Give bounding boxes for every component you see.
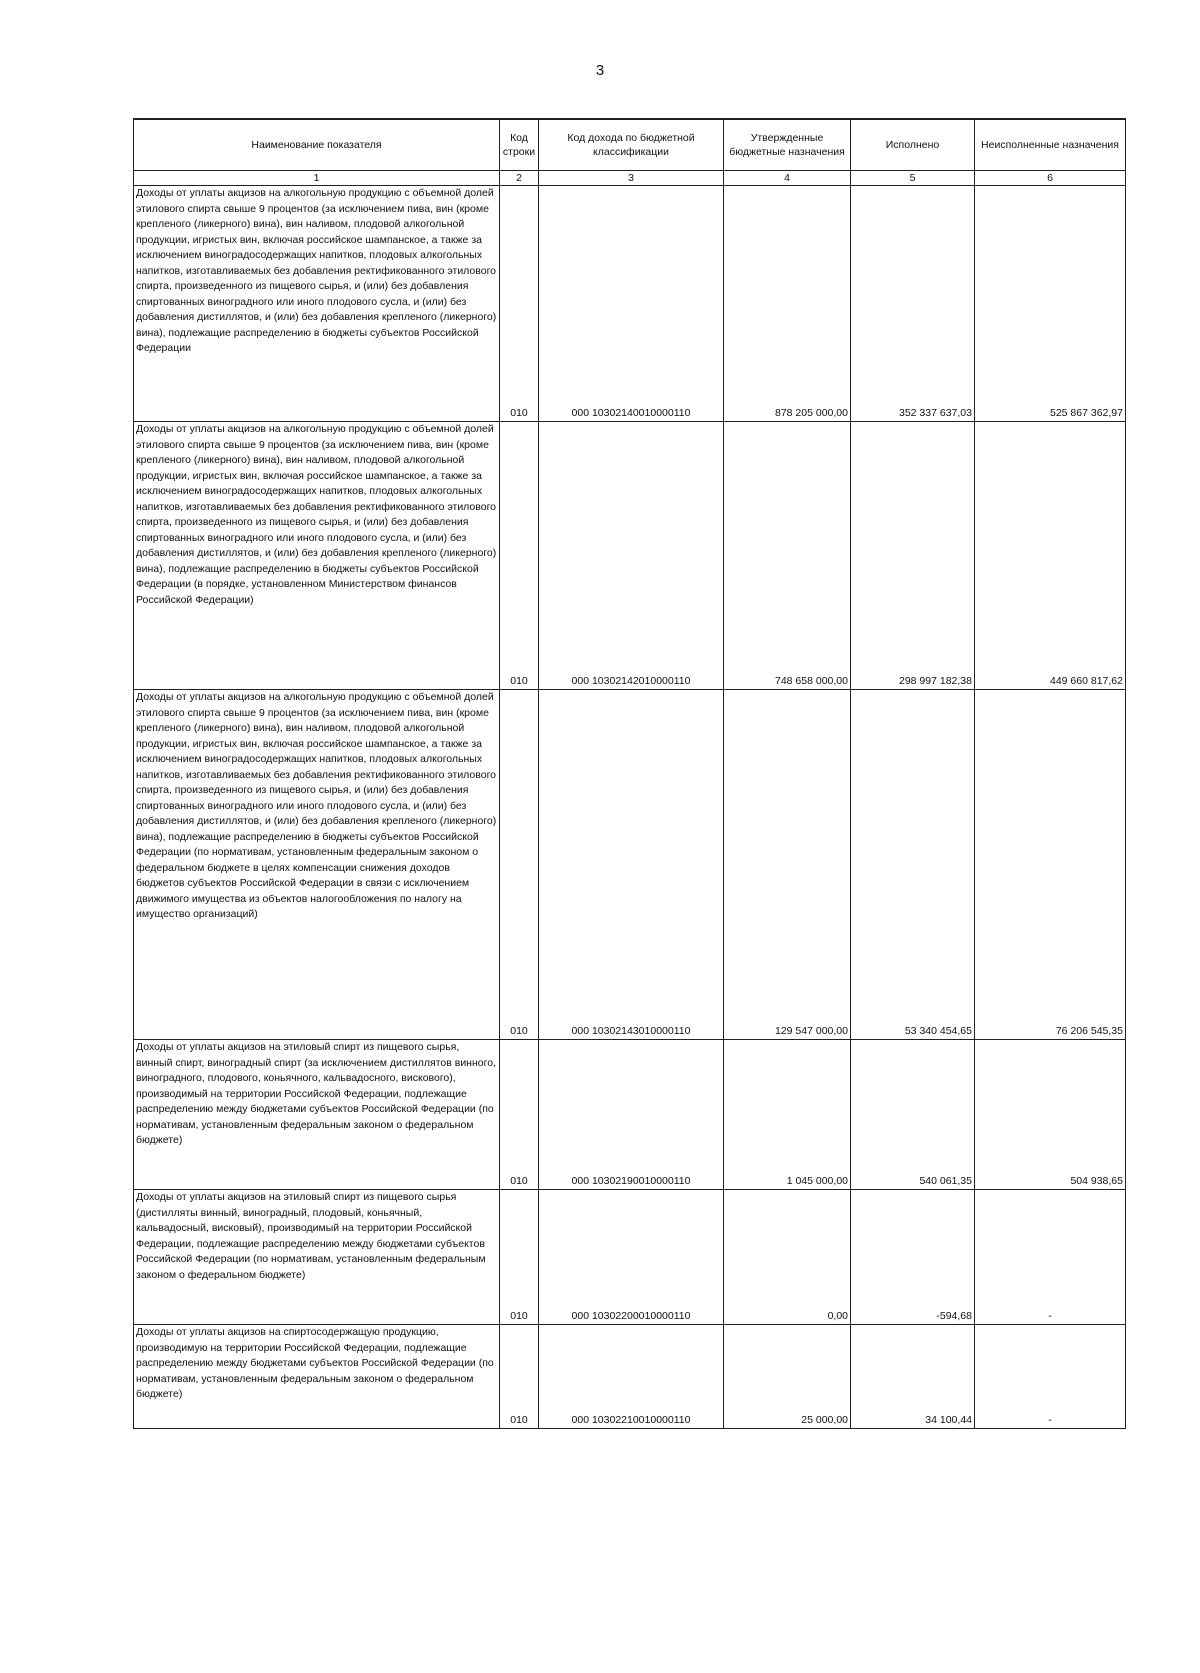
- column-numbers-row: [134, 171, 1126, 186]
- header-approved: Утвержденные бюджетные назначения: [724, 119, 851, 171]
- indicator-name: Доходы от уплаты акцизов на алкогольную продукцию с объемной долей этилового спирта свыше 9 процентов (за исключением пива, вин (кроме крепленого (ликерного) вина), вин наливом, плодовой алкогольной продукции, игристых вин, включая российское шампанское, а также за исключением виноградосодержащих напитков, плодовых алкогольных напитков, изготавливаемых без добавления ректификованного этилового спирта, произведенного из пищевого сырья, и (или) без добавления спиртованных виноградного или иного плодового сусла, и (или) без добавления дистиллятов, и (или) без добавления крепленого (ликерного) вина), подлежащие распределению в бюджеты субъектов Российской Федерации (по нормативам, установленным федеральным законом о федеральном бюджете в целях компенсации снижения доходов бюджетов субъектов Российской Федерации в связи с исключением движимого имущества из объектов налогообложения по налогу на имущество организаций): [134, 690, 500, 1040]
- indicator-name: Доходы от уплаты акцизов на этиловый спирт из пищевого сырья, винный спирт, виноградный спирт (за исключением дистиллятов винного, виноградного, плодового, коньячного, кальвадосного, вискового), производимый на территории Российской Федерации, подлежащие распределению между бюджетами субъектов Российской Федерации (по нормативам, установленным федеральным законом о федеральном бюджете): [134, 1040, 500, 1190]
- column-number: 5: [851, 171, 975, 186]
- unexecuted-value: 504 938,65: [975, 1040, 1126, 1190]
- column-number: 6: [975, 171, 1126, 186]
- table-row: [134, 1190, 1126, 1325]
- unexecuted-value: 525 867 362,97: [975, 186, 1126, 422]
- line-code: 010: [500, 1190, 539, 1325]
- revenue-code: 000 10302190010000110: [539, 1040, 724, 1190]
- approved-value: 748 658 000,00: [724, 422, 851, 690]
- header-line-code: Код строки: [500, 119, 539, 171]
- indicator-name: Доходы от уплаты акцизов на этиловый спирт из пищевого сырья (дистилляты винный, виноградный, плодовый, коньячный, кальвадосный, висковый), производимый на территории Российской Федерации, подлежащие распределению между бюджетами субъектов Российской Федерации (по нормативам, установленным федеральным законом о федеральном бюджете): [134, 1190, 500, 1325]
- page-number: 3: [595, 62, 605, 79]
- column-number: 3: [539, 171, 724, 186]
- revenue-code: 000 10302143010000110: [539, 690, 724, 1040]
- revenue-code: 000 10302140010000110: [539, 186, 724, 422]
- line-code: 010: [500, 1325, 539, 1429]
- header-executed: Исполнено: [851, 119, 975, 171]
- indicator-name: Доходы от уплаты акцизов на алкогольную продукцию с объемной долей этилового спирта свыше 9 процентов (за исключением пива, вин (кроме крепленого (ликерного) вина), вин наливом, плодовой алкогольной продукции, игристых вин, включая российское шампанское, а также за исключением виноградосодержащих напитков, плодовых алкогольных напитков, изготавливаемых без добавления ректификованного этилового спирта, произведенного из пищевого сырья, и (или) без добавления спиртованных виноградного или иного плодового сусла, и (или) без добавления дистиллятов, и (или) без добавления крепленого (ликерного) вина), подлежащие распределению в бюджеты субъектов Российской Федерации: [134, 186, 500, 422]
- executed-value: 352 337 637,03: [851, 186, 975, 422]
- column-number: 2: [500, 171, 539, 186]
- column-number: 1: [134, 171, 500, 186]
- table-row: [134, 1040, 1126, 1190]
- line-code: 010: [500, 690, 539, 1040]
- unexecuted-value: 76 206 545,35: [975, 690, 1126, 1040]
- line-code: 010: [500, 422, 539, 690]
- revenue-code: 000 10302210010000110: [539, 1325, 724, 1429]
- approved-value: 25 000,00: [724, 1325, 851, 1429]
- approved-value: 0,00: [724, 1190, 851, 1325]
- approved-value: 878 205 000,00: [724, 186, 851, 422]
- table-header-row: [134, 119, 1126, 171]
- header-unexecuted: Неисполненные назначения: [975, 119, 1126, 171]
- approved-value: 1 045 000,00: [724, 1040, 851, 1190]
- line-code: 010: [500, 186, 539, 422]
- executed-value: 34 100,44: [851, 1325, 975, 1429]
- table-row: [134, 1325, 1126, 1429]
- table-row: [134, 422, 1126, 690]
- executed-value: 298 997 182,38: [851, 422, 975, 690]
- header-indicator-name: Наименование показателя: [134, 119, 500, 171]
- executed-value: -594,68: [851, 1190, 975, 1325]
- executed-value: 540 061,35: [851, 1040, 975, 1190]
- unexecuted-value: -: [975, 1190, 1126, 1325]
- column-number: 4: [724, 171, 851, 186]
- unexecuted-value: 449 660 817,62: [975, 422, 1126, 690]
- indicator-name: Доходы от уплаты акцизов на спиртосодержащую продукцию, производимую на территории Российской Федерации, подлежащие распределению между бюджетами субъектов Российской Федерации (по нормативам, установленным федеральным законом о федеральном бюджете): [134, 1325, 500, 1429]
- table-row: [134, 690, 1126, 1040]
- approved-value: 129 547 000,00: [724, 690, 851, 1040]
- table-row: [134, 186, 1126, 422]
- header-revenue-code: Код дохода по бюджетной классификации: [539, 119, 724, 171]
- revenue-code: 000 10302142010000110: [539, 422, 724, 690]
- budget-revenue-table: [133, 118, 1126, 1429]
- line-code: 010: [500, 1040, 539, 1190]
- executed-value: 53 340 454,65: [851, 690, 975, 1040]
- unexecuted-value: -: [975, 1325, 1126, 1429]
- indicator-name: Доходы от уплаты акцизов на алкогольную продукцию с объемной долей этилового спирта свыше 9 процентов (за исключением пива, вин (кроме крепленого (ликерного) вина), вин наливом, плодовой алкогольной продукции, игристых вин, включая российское шампанское, а также за исключением виноградосодержащих напитков, плодовых алкогольных напитков, изготавливаемых без добавления ректификованного этилового спирта, произведенного из пищевого сырья, и (или) без добавления спиртованных виноградного или иного плодового сусла, и (или) без добавления дистиллятов, и (или) без добавления крепленого (ликерного) вина), подлежащие распределению в бюджеты субъектов Российской Федерации (в порядке, установленном Министерством финансов Российской Федерации): [134, 422, 500, 690]
- revenue-code: 000 10302200010000110: [539, 1190, 724, 1325]
